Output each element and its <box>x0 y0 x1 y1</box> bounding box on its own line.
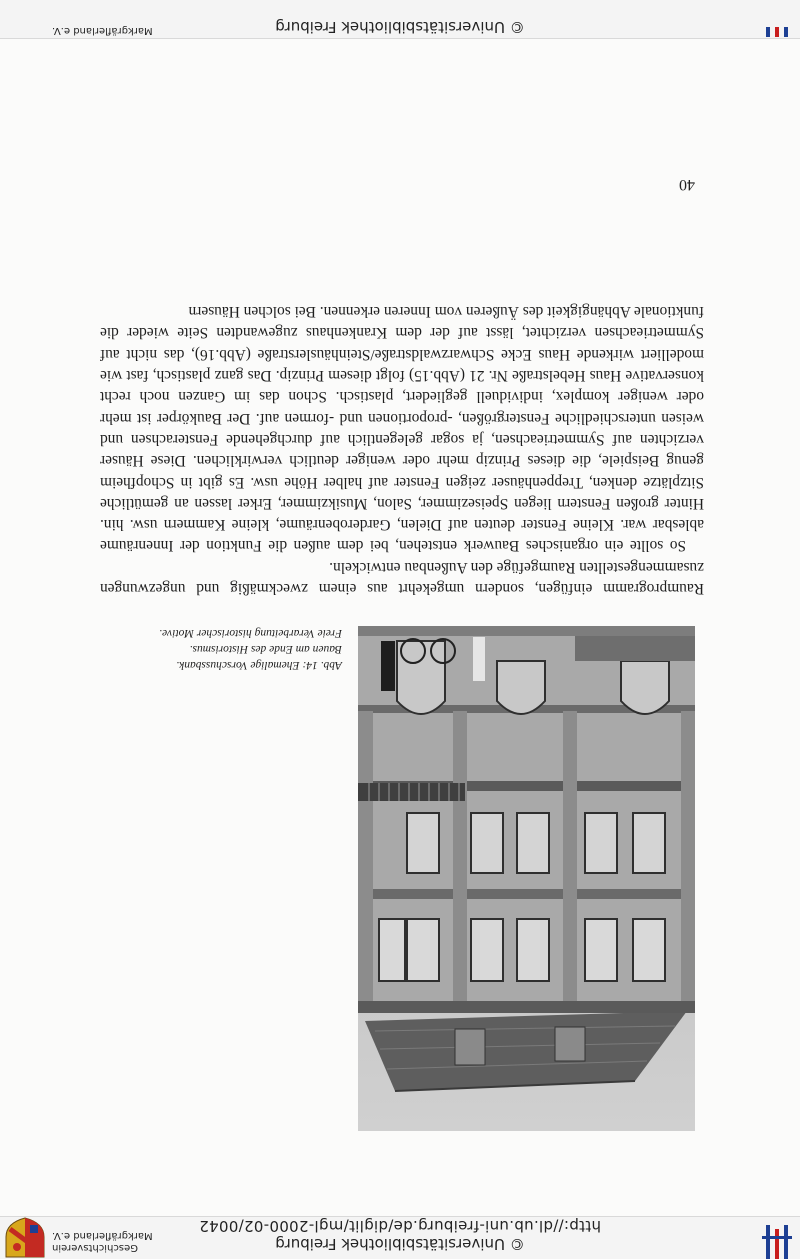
figure-caption-line: Bauen am Ende des Historismus. <box>189 643 342 655</box>
footer-society-name: Markgräflerland e.V. <box>52 25 153 36</box>
body-text <box>100 301 704 599</box>
society-name: Geschichtsverein <box>52 1242 138 1253</box>
figure-photograph <box>358 626 695 1131</box>
copyright-line: © Universitätsbibliothek Freiburg <box>275 1235 525 1253</box>
figure-caption-line: Abb. 14: Ehemalige Vorschussbank. <box>176 659 342 671</box>
digitization-header <box>0 1216 800 1259</box>
figure-caption-line: Freie Verarbeitung historischer Motive. <box>159 627 342 639</box>
society-name-line2: Markgräflerland e.V. <box>52 1230 153 1241</box>
digitization-footer <box>0 0 800 39</box>
paragraph: Raumprogramm einfügen, sondern umgekehrt aus einem zweckmäßig und ungezwungen zusammengestellten Raumgefüge den Außenbau entwickeln. <box>100 558 704 597</box>
coat-of-arms-icon[interactable] <box>0 1217 50 1259</box>
footer-copyright-line: © Universitätsbibliothek Freiburg <box>275 18 525 36</box>
paragraph: So sollte ein organisches Bauwerk entstehen, bei dem außen die Funktion der Innenräume ablesbar war. Kleine Fenster deuten auf Dielen, Garderobenräume, kleine Kammern usw. hin. Hinter großen Fenstern liegen Speisezimmer, Salon, Musikzimmer, Erker lassen an gemütliche Sitzplätze denken, Treppenhäuser zeigen Fenster auf halber Höhe usw. Es gibt in Schopfheim genug Beispiele, die dieses Prinzip mehr oder weniger deutlich verwirklichen. Diese Häuser verzichten auf Symmetrieachsen, ja sogar gelegentlich auf durchgehende Fensterachsen und weisen unterschiedliche Fenstergrößen, -proportionen und -formen auf. Der Baukörper ist mehr oder weniger komplex, individuell gegliedert, plastisch. Schon das im Ganzen noch recht konservative Haus Hebelstraße Nr. 21 (Abb.15) folgt diesem Prinzip. Das ganz plastisch, fast wie modelliert wirkende Haus Ecke Schwarzwaldstraße/Steinhäuslerstraße (Abb.16), das nicht auf Symmetrieachsen verzichtet, lässt auf der dem Krankenhaus zugewandten Seite wieder die funktionale Abhängigkeit des Äußeren vom Inneren erkennen. Bei solchen Häusern <box>100 303 704 555</box>
document-url[interactable]: http://dl.ub.uni-freiburg.de/diglit/mgl-2000-02/0042 <box>198 1217 602 1235</box>
page-number: 40 <box>679 176 695 193</box>
footer-library-logo-icon <box>762 26 792 38</box>
